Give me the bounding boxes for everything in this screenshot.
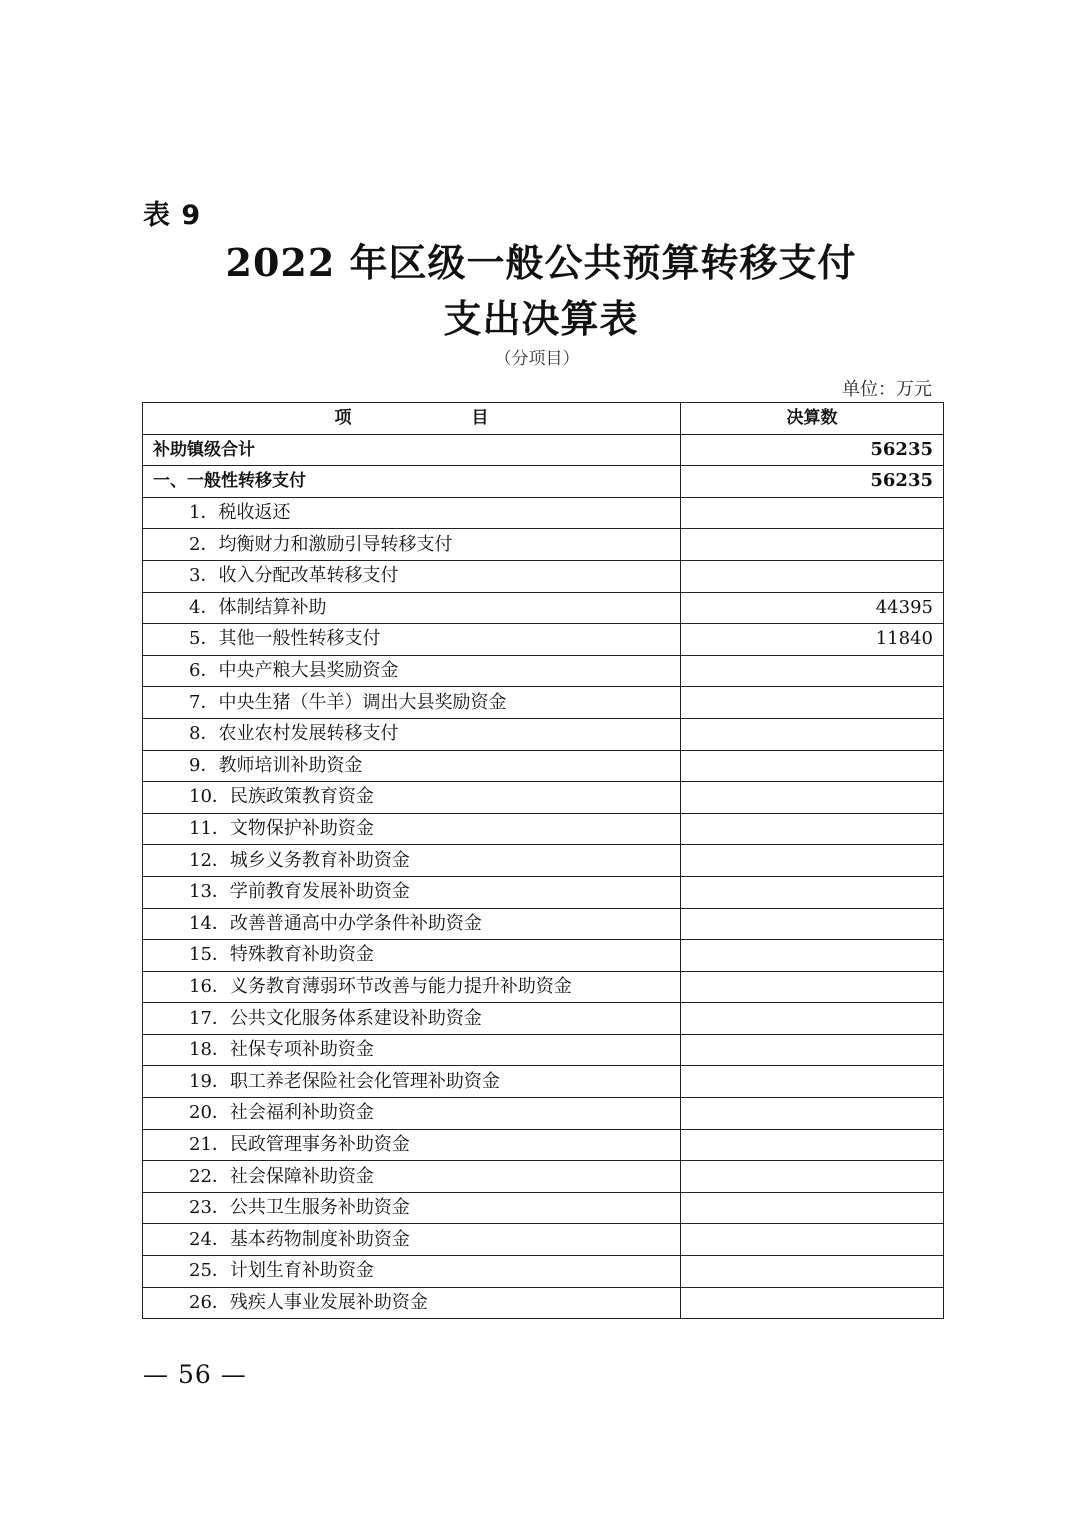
table-row (143, 813, 944, 845)
row-label: 7．中央生猪（牛羊）调出大县奖励资金 (143, 687, 681, 719)
row-label: 9．教师培训补助资金 (143, 750, 681, 782)
row-value (681, 908, 944, 940)
table-row (143, 497, 944, 529)
table-row (143, 940, 944, 972)
row-label: 6．中央产粮大县奖励资金 (143, 655, 681, 687)
row-label: 15．特殊教育补助资金 (143, 940, 681, 972)
table-row (143, 687, 944, 719)
table-row (143, 750, 944, 782)
table-row (143, 529, 944, 561)
row-label: 5．其他一般性转移支付 (143, 624, 681, 656)
row-value (681, 529, 944, 561)
table-row (143, 1192, 944, 1224)
row-value (681, 940, 944, 972)
row-value (681, 560, 944, 592)
unit-label: 单位：万元 (842, 379, 932, 400)
table-row (143, 876, 944, 908)
row-value (681, 782, 944, 814)
row-label: 24．基本药物制度补助资金 (143, 1224, 681, 1256)
row-value (681, 876, 944, 908)
row-label: 3．收入分配改革转移支付 (143, 560, 681, 592)
row-value (681, 655, 944, 687)
row-value (681, 497, 944, 529)
table-row (143, 718, 944, 750)
row-value (681, 750, 944, 782)
row-label: 11．文物保护补助资金 (143, 813, 681, 845)
table-row (143, 1034, 944, 1066)
table-row (143, 1003, 944, 1035)
row-label: 14．改善普通高中办学条件补助资金 (143, 908, 681, 940)
table-row (143, 971, 944, 1003)
row-value (681, 718, 944, 750)
row-label: 2．均衡财力和激励引导转移支付 (143, 529, 681, 561)
table-number: 表 9 (143, 200, 202, 231)
table-row (143, 1287, 944, 1319)
table-row (143, 655, 944, 687)
row-value (681, 1192, 944, 1224)
row-label: 1．税收返还 (143, 497, 681, 529)
header-value: 决算数 (681, 403, 944, 435)
row-label: 22．社会保障补助资金 (143, 1161, 681, 1193)
table-row (143, 908, 944, 940)
table-row (143, 1161, 944, 1193)
row-label: 20．社会福利补助资金 (143, 1098, 681, 1130)
row-value: 44395 (681, 592, 944, 624)
row-value (681, 1287, 944, 1319)
row-label: 13．学前教育发展补助资金 (143, 876, 681, 908)
row-value (681, 971, 944, 1003)
page-title-line1: 2022 年区级一般公共预算转移支付 (225, 240, 857, 285)
table-row (143, 1224, 944, 1256)
page-subtitle: （分项目） (494, 349, 580, 369)
row-label: 一、一般性转移支付 (143, 466, 681, 498)
row-label: 19．职工养老保险社会化管理补助资金 (143, 1066, 681, 1098)
row-label: 10．民族政策教育资金 (143, 782, 681, 814)
table-row (143, 782, 944, 814)
table-row (143, 466, 944, 498)
table-row (143, 845, 944, 877)
header-item-char2: 目 (471, 408, 489, 429)
row-value (681, 845, 944, 877)
row-label: 8．农业农村发展转移支付 (143, 718, 681, 750)
table-row (143, 624, 944, 656)
table-row (143, 1098, 944, 1130)
page-title-line2: 支出决算表 (443, 296, 639, 341)
header-item-char1: 项 (334, 408, 352, 429)
budget-table (142, 402, 944, 1319)
table-row (143, 1256, 944, 1288)
row-value (681, 1034, 944, 1066)
table-row (143, 1066, 944, 1098)
table-row (143, 434, 944, 466)
row-value (681, 1129, 944, 1161)
table-header-row (143, 403, 944, 435)
row-value (681, 1256, 944, 1288)
row-label: 4．体制结算补助 (143, 592, 681, 624)
row-value (681, 1066, 944, 1098)
table-row (143, 560, 944, 592)
row-value: 11840 (681, 624, 944, 656)
row-label: 25．计划生育补助资金 (143, 1256, 681, 1288)
row-value (681, 1003, 944, 1035)
table-row (143, 592, 944, 624)
row-value (681, 687, 944, 719)
row-label: 18．社保专项补助资金 (143, 1034, 681, 1066)
row-label: 21．民政管理事务补助资金 (143, 1129, 681, 1161)
row-label: 16．义务教育薄弱环节改善与能力提升补助资金 (143, 971, 681, 1003)
row-label: 23．公共卫生服务补助资金 (143, 1192, 681, 1224)
row-value (681, 1224, 944, 1256)
row-label: 17．公共文化服务体系建设补助资金 (143, 1003, 681, 1035)
row-label: 12．城乡义务教育补助资金 (143, 845, 681, 877)
row-value: 56235 (681, 434, 944, 466)
page-number: — 56 — (143, 1360, 247, 1389)
row-value (681, 813, 944, 845)
header-item (143, 403, 681, 435)
row-label: 补助镇级合计 (143, 434, 681, 466)
table-row (143, 1129, 944, 1161)
row-value (681, 1161, 944, 1193)
row-value: 56235 (681, 466, 944, 498)
row-label: 26．残疾人事业发展补助资金 (143, 1287, 681, 1319)
row-value (681, 1098, 944, 1130)
